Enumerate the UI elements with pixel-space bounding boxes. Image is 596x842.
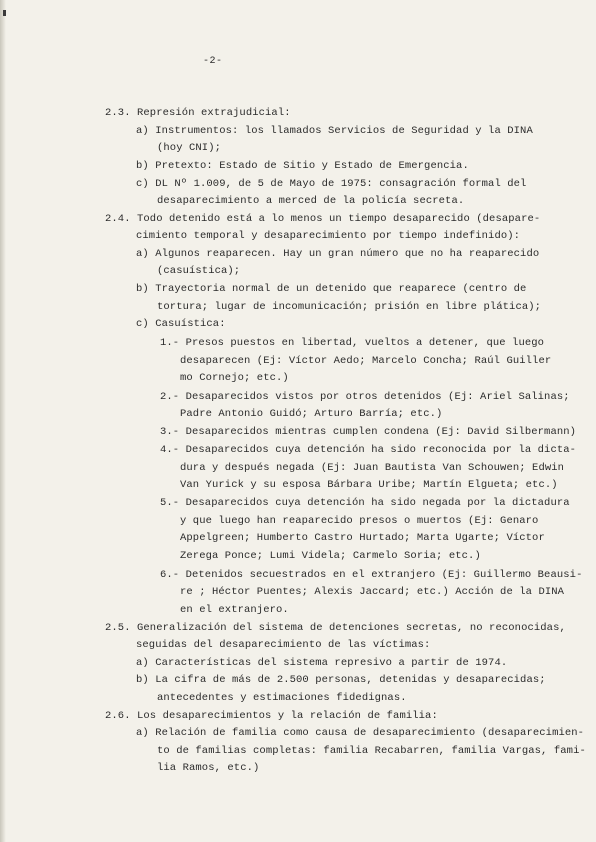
section-2-5-heading: 2.5. Generalización del sistema de detenciones secretas, no reconocidas,: [105, 622, 566, 634]
text-line: b) Pretexto: Estado de Sitio y Estado de Emergencia.: [136, 160, 469, 172]
text-line: tortura; lugar de incomunicación; prisión en libre plática);: [157, 301, 542, 313]
text-line: to de familias completas: familia Recabarren, familia Vargas, fami-: [157, 745, 586, 757]
text-line: (casuística);: [157, 265, 241, 277]
list-item: 3.- Desaparecidos mientras cumplen condena (Ej: David Silbermann): [160, 426, 577, 438]
text-line: Zerega Ponce; Lumi Videla; Carmelo Soria; etc.): [180, 550, 481, 562]
text-line: (hoy CNI);: [157, 142, 222, 154]
text-line: a) Algunos reaparecen. Hay un gran número que no ha reaparecido: [136, 248, 540, 260]
section-2-3-heading: 2.3. Represión extrajudicial:: [105, 107, 291, 119]
list-item: 1.- Presos puestos en libertad, vueltos a detener, que luego: [160, 337, 545, 349]
text-line: a) Instrumentos: los llamados Servicios de Seguridad y la DINA: [136, 125, 533, 137]
text-line: Appelgreen; Humberto Castro Hurtado; Marta Ugarte; Víctor: [180, 532, 545, 544]
text-line: desaparecimiento a merced de la policía secreta.: [157, 195, 465, 207]
text-line: a) Características del sistema represivo a partir de 1974.: [136, 657, 508, 669]
text-line: y que luego han reaparecido presos o muertos (Ej: Genaro: [180, 515, 539, 527]
list-item: 4.- Desaparecidos cuya detención ha sido reconocida por la dicta-: [160, 444, 577, 456]
text-line: c) Casuística:: [136, 318, 226, 330]
text-line: cimiento temporal y desaparecimiento por tiempo indefinido):: [136, 230, 521, 242]
section-2-4-heading: 2.4. Todo detenido está a lo menos un tiempo desaparecido (desapare-: [105, 213, 541, 225]
text-line: Van Yurick y su esposa Bárbara Uribe; Martín Elgueta; etc.): [180, 479, 558, 491]
list-item: 2.- Desaparecidos vistos por otros detenidos (Ej: Ariel Salinas;: [160, 391, 570, 403]
list-item: 6.- Detenidos secuestrados en el extranjero (Ej: Guillermo Beausi-: [160, 569, 583, 581]
text-line: Padre Antonio Guidó; Arturo Barría; etc.): [180, 408, 443, 420]
list-item: 5.- Desaparecidos cuya detención ha sido negada por la dictadura: [160, 497, 570, 509]
text-line: b) Trayectoria normal de un detenido que reaparece (centro de: [136, 283, 527, 295]
text-line: c) DL Nº 1.009, de 5 de Mayo de 1975: consagración formal del: [136, 178, 527, 190]
text-line: lia Ramos, etc.): [157, 762, 260, 774]
text-line: antecedentes y estimaciones fidedignas.: [157, 692, 407, 704]
margin-mark: [3, 10, 6, 16]
text-line: seguidas del desaparecimiento de las víctimas:: [136, 639, 431, 651]
section-2-6-heading: 2.6. Los desaparecimientos y la relación de familia:: [105, 710, 438, 722]
text-line: mo Cornejo; etc.): [180, 372, 289, 384]
text-line: en el extranjero.: [180, 604, 289, 616]
text-line: dura y después negada (Ej: Juan Bautista Van Schouwen; Edwin: [180, 462, 565, 474]
page-number: -2-: [203, 56, 223, 67]
text-line: a) Relación de familia como causa de desaparecimiento (desaparecimien-: [136, 727, 585, 739]
text-line: desaparecen (Ej: Víctor Aedo; Marcelo Concha; Raúl Guiller: [180, 355, 552, 367]
text-line: b) La cifra de más de 2.500 personas, detenidas y desaparecidas;: [136, 674, 546, 686]
text-line: re ; Héctor Puentes; Alexis Jaccard; etc.) Acción de la DINA: [180, 586, 565, 598]
